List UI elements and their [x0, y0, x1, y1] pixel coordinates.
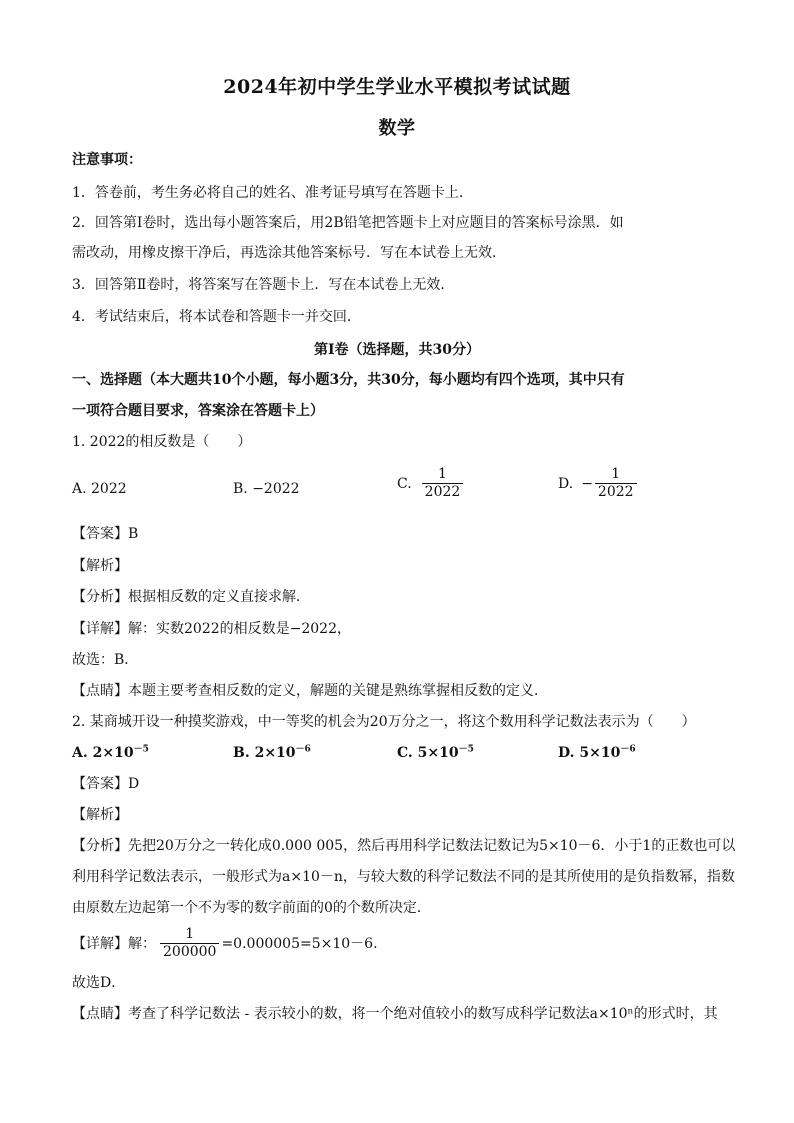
q1-jiexi: 【解析】	[72, 558, 128, 574]
notice-item-4: 4．考试结束后，将本试卷和答题卡一并交回．	[72, 309, 361, 325]
q2-stem: 2. 某商城开设一种摸奖游戏，中一等奖的机会为20万分之一，将这个数用科学记数法表示为（ ）	[72, 714, 696, 730]
exam-title: 2024年初中学生学业水平模拟考试试题	[223, 76, 571, 98]
q1-option-d-label: D.	[558, 475, 574, 492]
q2-detail-prefix: 【详解】解：	[72, 935, 156, 952]
q1-option-d	[558, 466, 637, 501]
q2-comment: 【点睛】考查了科学记数法 - 表示较小的数，将一个绝对值较小的数写成科学记数法a×10ⁿ的形式时，其	[72, 1006, 718, 1022]
q2-option-d-base: D. 5×10	[558, 745, 621, 761]
q1-option-d-denominator: 2022	[595, 483, 637, 501]
q2-analysis-line-3: 由原数左边起第一个不为零的数字前面的0的个数所决定．	[72, 900, 431, 916]
notice-item-2: 2．回答第Ⅰ卷时，选出每小题答案后，用2B铅笔把答题卡上对应题目的答案标号涂黑．如	[72, 215, 624, 231]
q2-option-d	[558, 743, 636, 763]
q2-option-c-exponent: －5	[458, 744, 474, 755]
q2-option-b	[233, 743, 311, 763]
q2-option-a-exponent: －5	[133, 744, 149, 755]
q1-option-d-numerator: 1	[611, 466, 621, 482]
q1-option-a: A. 2022	[72, 481, 127, 497]
q2-analysis-line-2	[72, 867, 735, 887]
q2-analysis-line-2-text: 利用科学记数法表示，一般形式为a×10－n，与较大数的科学记数法不同的是其所使用的是负指数幂，指数	[72, 869, 735, 885]
q2-detail-suffix: =0.000005=5×10－6.	[221, 935, 378, 952]
notice-item-3: 3．回答第Ⅱ卷时，将答案写在答题卡上．写在本试卷上无效．	[72, 277, 455, 293]
q2-analysis-line-1	[72, 836, 736, 856]
q1-stem: 1. 2022的相反数是（ ）	[72, 434, 252, 450]
q1-option-d-fraction	[595, 466, 637, 501]
q1-answer: 【答案】B	[72, 526, 139, 542]
q2-option-a-base: A. 2×10	[72, 745, 134, 761]
q1-option-c-fraction	[422, 466, 464, 501]
q2-detail-fraction	[160, 926, 219, 961]
q2-jiexi: 【解析】	[72, 807, 128, 823]
q2-choose: 故选D．	[72, 975, 126, 991]
section-instructions-2: 一项符合题目要求，答案涂在答题卡上）	[72, 403, 324, 419]
q1-detail: 【详解】解：实数2022的相反数是−2022，	[72, 621, 351, 637]
q2-answer: 【答案】D	[72, 776, 140, 792]
q1-option-c	[397, 466, 463, 501]
q1-option-c-denominator: 2022	[422, 483, 464, 501]
q1-option-c-numerator: 1	[438, 466, 447, 482]
q1-option-b: B. −2022	[233, 481, 300, 497]
q1-comment: 【点睛】本题主要考查相反数的定义，解题的关键是熟练掌握相反数的定义．	[72, 683, 548, 699]
q2-analysis-line-1-text: 【分析】先把20万分之一转化成0.000 005，然后再用科学记数法记数记为5×10－6．小于1的正数也可以	[72, 838, 736, 854]
notice-item-1: 1．答卷前，考生务必将自己的姓名、准考证号填写在答题卡上．	[72, 185, 473, 201]
q2-option-d-exponent: －6	[620, 744, 636, 755]
q2-detail-numerator: 1	[185, 926, 195, 942]
part1-heading: 第Ⅰ卷（选择题，共30分）	[313, 342, 481, 358]
q1-analysis: 【分析】根据相反数的定义直接求解．	[72, 589, 310, 605]
q2-option-c-base: C. 5×10	[397, 745, 459, 761]
q2-detail	[72, 926, 378, 961]
q2-option-a	[72, 743, 149, 763]
subject-title: 数学	[378, 118, 416, 139]
notice-heading: 注意事项：	[72, 152, 142, 168]
q1-option-c-label: C.	[397, 475, 412, 492]
section-instructions-1: 一、选择题（本大题共10个小题，每小题3分，共30分，每小题均有四个选项，其中只有	[72, 372, 625, 388]
notice-item-2-cont: 需改动，用橡皮擦干净后，再选涂其他答案标号．写在本试卷上无效．	[72, 245, 506, 261]
q2-detail-denominator: 200000	[160, 943, 219, 961]
q2-option-b-base: B. 2×10	[233, 745, 296, 761]
q2-option-b-exponent: －6	[295, 744, 311, 755]
q1-option-d-sign: −	[581, 475, 593, 492]
q1-choose: 故选：B．	[72, 652, 139, 668]
q2-option-c	[397, 743, 474, 763]
